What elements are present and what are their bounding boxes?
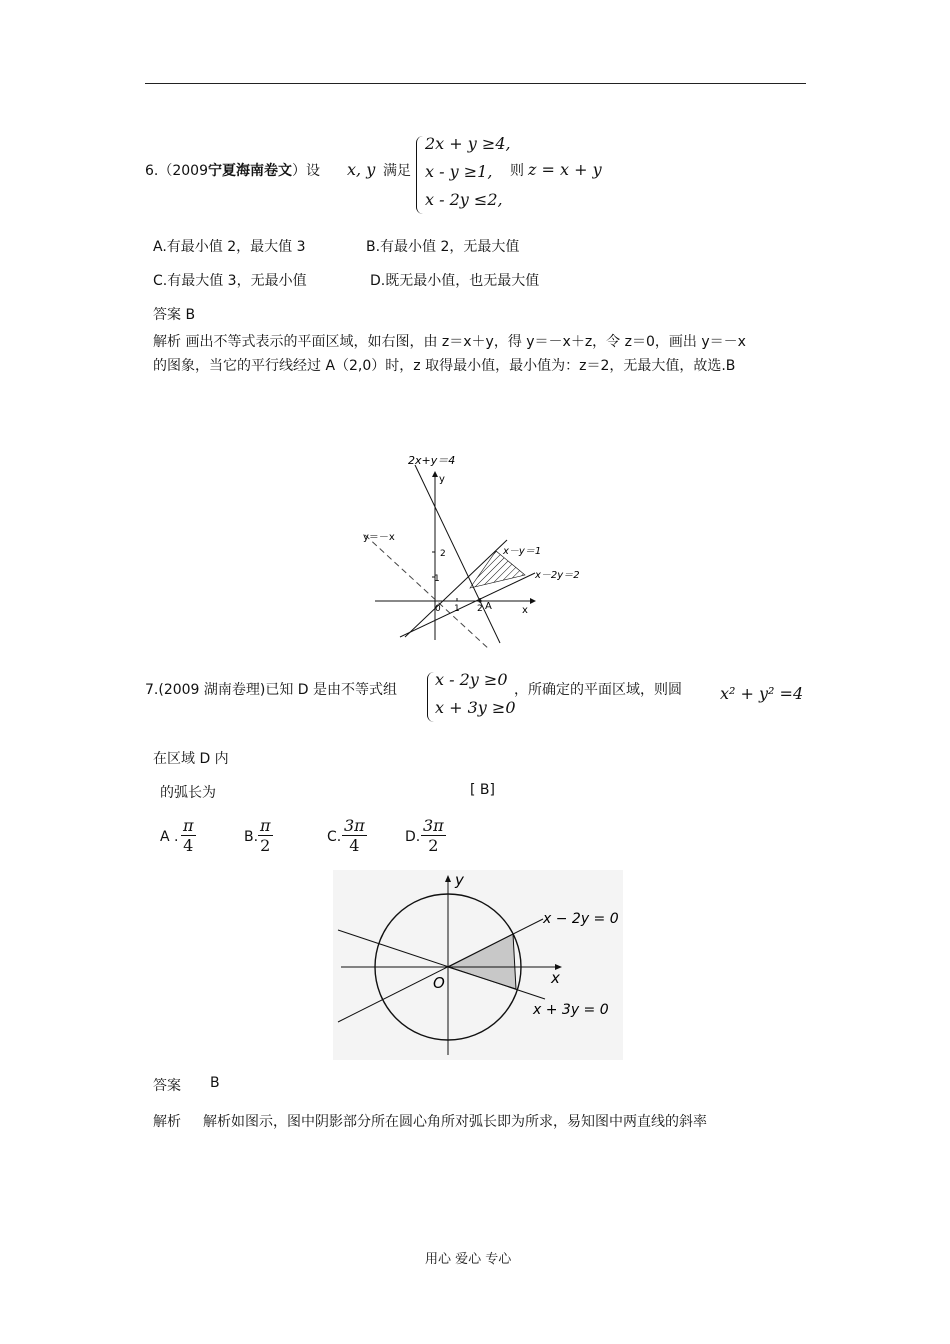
q7-answer-label: 答案: [153, 1078, 181, 1094]
q7-stem: 7.(2009 湖南卷理)已知 D 是由不等式组: [145, 682, 398, 698]
q6-stem: [145, 160, 320, 180]
q6-objective: z = x + y: [528, 160, 602, 179]
q7-label-origin: O: [433, 974, 445, 992]
q6-tick-label-x1: 1: [454, 604, 460, 614]
q6-point-a: [478, 599, 481, 602]
q6-tick-label-y2: 2: [440, 549, 446, 559]
q6-label-x-minus-2y: x－2y＝2: [535, 570, 580, 581]
q6-label-y-neg-x: y＝－x: [363, 532, 395, 543]
q7-option-b-frac: [258, 816, 273, 855]
q7-line2: 在区域 D 内: [153, 751, 229, 767]
q6-ineq-1: 2x + y ≥4,: [425, 134, 511, 153]
q7-option-d-frac: [421, 816, 446, 855]
q7-option-a-num: π: [183, 816, 194, 835]
q6-option-c: C.有最大值 3，无最小值: [153, 273, 307, 289]
q6-tick-label-y1: 1: [434, 574, 440, 584]
page-footer: 用心 爱心 专心: [425, 1252, 512, 1267]
q7-option-c-label: C.: [327, 829, 342, 845]
q6-label-2x-plus-y: 2x+y＝4: [408, 454, 456, 467]
q6-option-b: B.有最小值 2，无最大值: [366, 239, 520, 255]
q7-option-a-den: 4: [183, 836, 194, 855]
q7-option-d-num: 3π: [423, 816, 444, 835]
q6-origin-label: 0: [435, 604, 441, 614]
q6-x-arrow: [530, 598, 536, 604]
q7-option-c-frac: [342, 816, 367, 855]
q6-label-y: y: [439, 474, 445, 485]
q7-option-a-frac: [181, 816, 196, 855]
q6-analysis-line1: 解析 画出不等式表示的平面区域，如右图，由 z＝x＋y，得 y＝－x＋z，令 z＝0，画出 y＝－x: [153, 334, 746, 350]
q7-figure: [333, 870, 623, 1060]
q7-label-x: x: [551, 969, 560, 987]
q6-label-x: x: [522, 605, 528, 616]
q7-option-b-den: 2: [260, 836, 271, 855]
q6-option-a: A.有最小值 2，最大值 3: [153, 239, 306, 255]
q6-mid: ）设: [292, 163, 320, 179]
q7-option-c-num: 3π: [344, 816, 365, 835]
q7-option-d-label: D.: [405, 829, 421, 845]
q6-label-x-minus-y: x－y＝1: [503, 546, 542, 557]
q7-answer-value: B: [210, 1075, 220, 1091]
q6-ineq-3: x - 2y ≤2,: [425, 190, 503, 209]
q6-line-y-neg-x: [365, 535, 490, 650]
q7-option-b-num: π: [260, 816, 271, 835]
q6-tick-label-x2: 2: [477, 604, 483, 614]
q6-source: 宁夏海南卷文: [208, 163, 292, 179]
q6-prefix: 6.（2009: [145, 163, 208, 179]
q7-answer-bracket: [ B]: [470, 782, 495, 798]
q7-brace: [427, 672, 434, 722]
q7-label-y: y: [455, 871, 464, 889]
q6-ineq-2: x - y ≥1,: [425, 162, 493, 181]
q6-label-a: A: [485, 601, 492, 612]
q6-line-2x-plus-y: [415, 465, 500, 643]
q6-option-d: D.既无最小值，也无最大值: [370, 273, 540, 289]
q7-option-c-den: 4: [349, 836, 360, 855]
q7-mid: ，所确定的平面区域，则圆: [514, 682, 682, 698]
q6-figure: [355, 445, 595, 650]
q7-analysis: 解析如图示，图中阴影部分所在圆心角所对弧长即为所求，易知图中两直线的斜率: [203, 1114, 707, 1130]
q6-y-arrow: [432, 471, 438, 477]
q6-line-x-minus-2y: [400, 573, 535, 637]
q7-label-x-plus-3y: x + 3y = 0: [533, 1002, 609, 1018]
q7-option-b-label: B.: [244, 829, 259, 845]
q6-analysis-line2: 的图象，当它的平行线经过 A（2,0）时，z 取得最小值，最小值为：z＝2，无最大值，故选.B: [153, 358, 736, 374]
q6-brace: [416, 136, 423, 214]
q7-analysis-label: 解析: [153, 1114, 181, 1130]
q6-satisfy: 满足: [383, 163, 411, 179]
q6-then: 则: [510, 163, 524, 179]
header-rule: [145, 83, 806, 84]
q7-line3: 的弧长为: [160, 785, 216, 801]
q7-option-a-label: A .: [160, 829, 179, 845]
q7-ineq-2: x + 3y ≥0: [435, 698, 516, 717]
q7-option-d-den: 2: [428, 836, 439, 855]
q7-circle-equation: x² + y² =4: [720, 684, 804, 703]
q7-ineq-1: x - 2y ≥0: [435, 670, 508, 689]
q6-answer: 答案 B: [153, 307, 196, 323]
q6-vars: x, y: [347, 160, 376, 179]
q6-line-x-minus-y: [405, 540, 507, 637]
q7-label-x-minus-2y: x − 2y = 0: [543, 911, 619, 927]
